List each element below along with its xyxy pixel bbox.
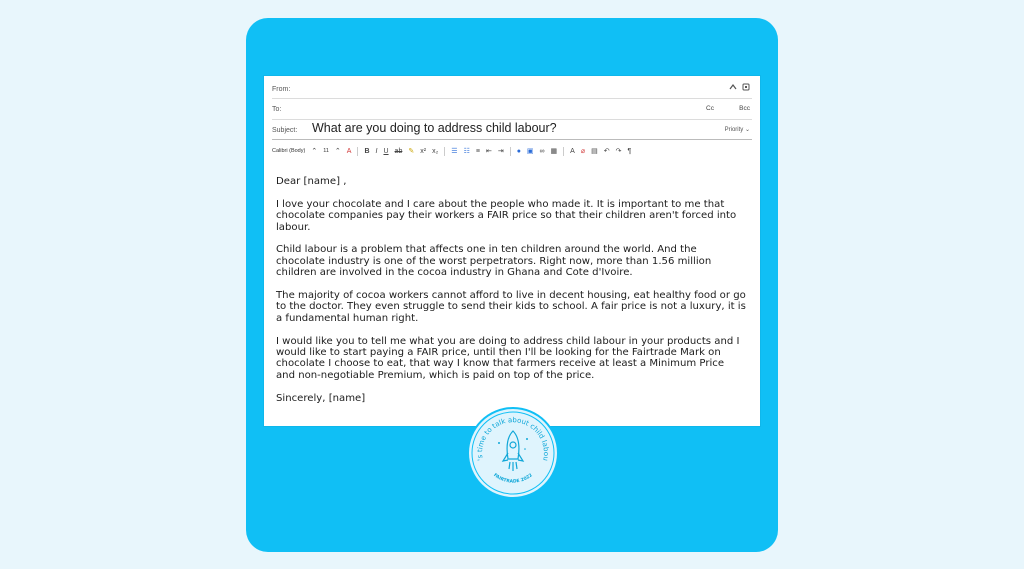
bullet-list-icon[interactable]: ☰ xyxy=(451,147,458,155)
campaign-badge xyxy=(469,409,557,497)
priority-dropdown[interactable] xyxy=(725,126,750,133)
expand-up-icon[interactable] xyxy=(729,83,737,91)
toolbar-divider xyxy=(357,147,358,156)
styles-icon[interactable]: A xyxy=(570,147,575,155)
chevron-down-icon: ⌄ xyxy=(744,127,750,133)
bcc-button[interactable]: Bcc xyxy=(739,105,750,112)
redo-icon[interactable]: ↷ xyxy=(615,147,622,155)
badge-bottom-text: FAIRTRADE 2022 xyxy=(492,473,534,485)
align-icon[interactable]: ≡ xyxy=(475,147,480,155)
rocket-badge-icon xyxy=(469,409,557,497)
from-label: From: xyxy=(272,86,291,93)
body-paragraph-4: I would like you to tell me what you are doing to address child labour in your products and I would like to start paying a FAIR price, until then I'll be looking for the Fairtrade Mark on chocolate I choose to eat, that way I know that farmers receive at least a Minimum Price and non-negotiable Premium, which is paid on top of the price. xyxy=(276,335,740,381)
dictate-icon[interactable]: ● xyxy=(516,147,521,155)
cc-button[interactable]: Cc xyxy=(706,105,714,112)
image-icon[interactable]: ▣ xyxy=(526,147,534,155)
font-family-chevron-icon[interactable]: ⌃ xyxy=(311,147,318,155)
bold-icon[interactable]: B xyxy=(364,147,370,155)
subject-label: Subject: xyxy=(272,127,298,134)
highlight-icon[interactable]: ✎ xyxy=(408,147,415,155)
message-body[interactable] xyxy=(276,176,746,415)
toolbar-divider xyxy=(444,147,445,156)
numbered-list-icon[interactable]: ☷ xyxy=(463,147,470,155)
from-icons xyxy=(729,83,750,91)
paragraph-marks-icon[interactable]: ¶ xyxy=(627,147,632,155)
format-painter-icon[interactable]: ⌀ xyxy=(580,147,586,155)
toolbar-divider xyxy=(510,147,511,156)
badge-arc-text: 's time to talk about child labou xyxy=(475,416,551,462)
subscript-icon[interactable]: x₂ xyxy=(432,147,439,155)
font-size-select[interactable]: 11 xyxy=(323,148,329,154)
link-icon[interactable]: ∞ xyxy=(539,147,545,155)
subject-row[interactable] xyxy=(272,121,752,140)
to-row[interactable] xyxy=(272,103,752,120)
paste-icon[interactable]: ▤ xyxy=(591,147,598,155)
font-size-chevron-icon[interactable]: ⌃ xyxy=(334,147,341,155)
to-label: To: xyxy=(272,106,282,113)
from-row xyxy=(272,82,752,99)
format-toolbar xyxy=(272,144,752,158)
subject-input[interactable]: What are you doing to address child labour? xyxy=(312,121,557,135)
font-family-select[interactable]: Calibri (Body) xyxy=(272,148,306,154)
body-paragraph-2: Child labour is a problem that affects one in ten children around the world. And the chocolate industry is one of the worst perpetrators. Right now, more than 1.56 million children are involved in the cocoa industry in Ghana and Cote d'Ivoire. xyxy=(276,244,712,279)
table-icon[interactable]: ▦ xyxy=(550,147,558,155)
strikethrough-icon[interactable]: ab xyxy=(394,147,403,155)
underline-icon[interactable]: U xyxy=(383,147,389,155)
body-paragraph-3: The majority of cocoa workers cannot afford to live in decent housing, eat healthy food or go to the doctor. They even struggle to send their kids to school. A fair price is not a luxury, it is a fundamental human right. xyxy=(276,290,746,324)
greeting: Dear [name] , xyxy=(276,176,347,187)
copy-icon[interactable] xyxy=(742,83,750,91)
superscript-icon[interactable]: x² xyxy=(420,147,427,155)
undo-icon[interactable]: ↶ xyxy=(603,147,610,155)
outdent-icon[interactable]: ⇤ xyxy=(485,147,492,155)
font-color-icon[interactable]: A xyxy=(346,147,352,155)
indent-icon[interactable]: ⇥ xyxy=(497,147,504,155)
body-paragraph-1: I love your chocolate and I care about the people who made it. It is important to me that chocolate companies pay their workers a FAIR price so that their children aren't forced into labour. xyxy=(276,198,737,233)
priority-label: Priority xyxy=(724,127,744,133)
email-compose-window xyxy=(264,76,760,426)
svg-text:FAIRTRADE 2022 xyxy=(492,472,534,484)
signoff: Sincerely, [name] xyxy=(276,392,366,404)
toolbar-divider xyxy=(563,147,564,156)
italic-icon[interactable]: I xyxy=(375,147,378,155)
